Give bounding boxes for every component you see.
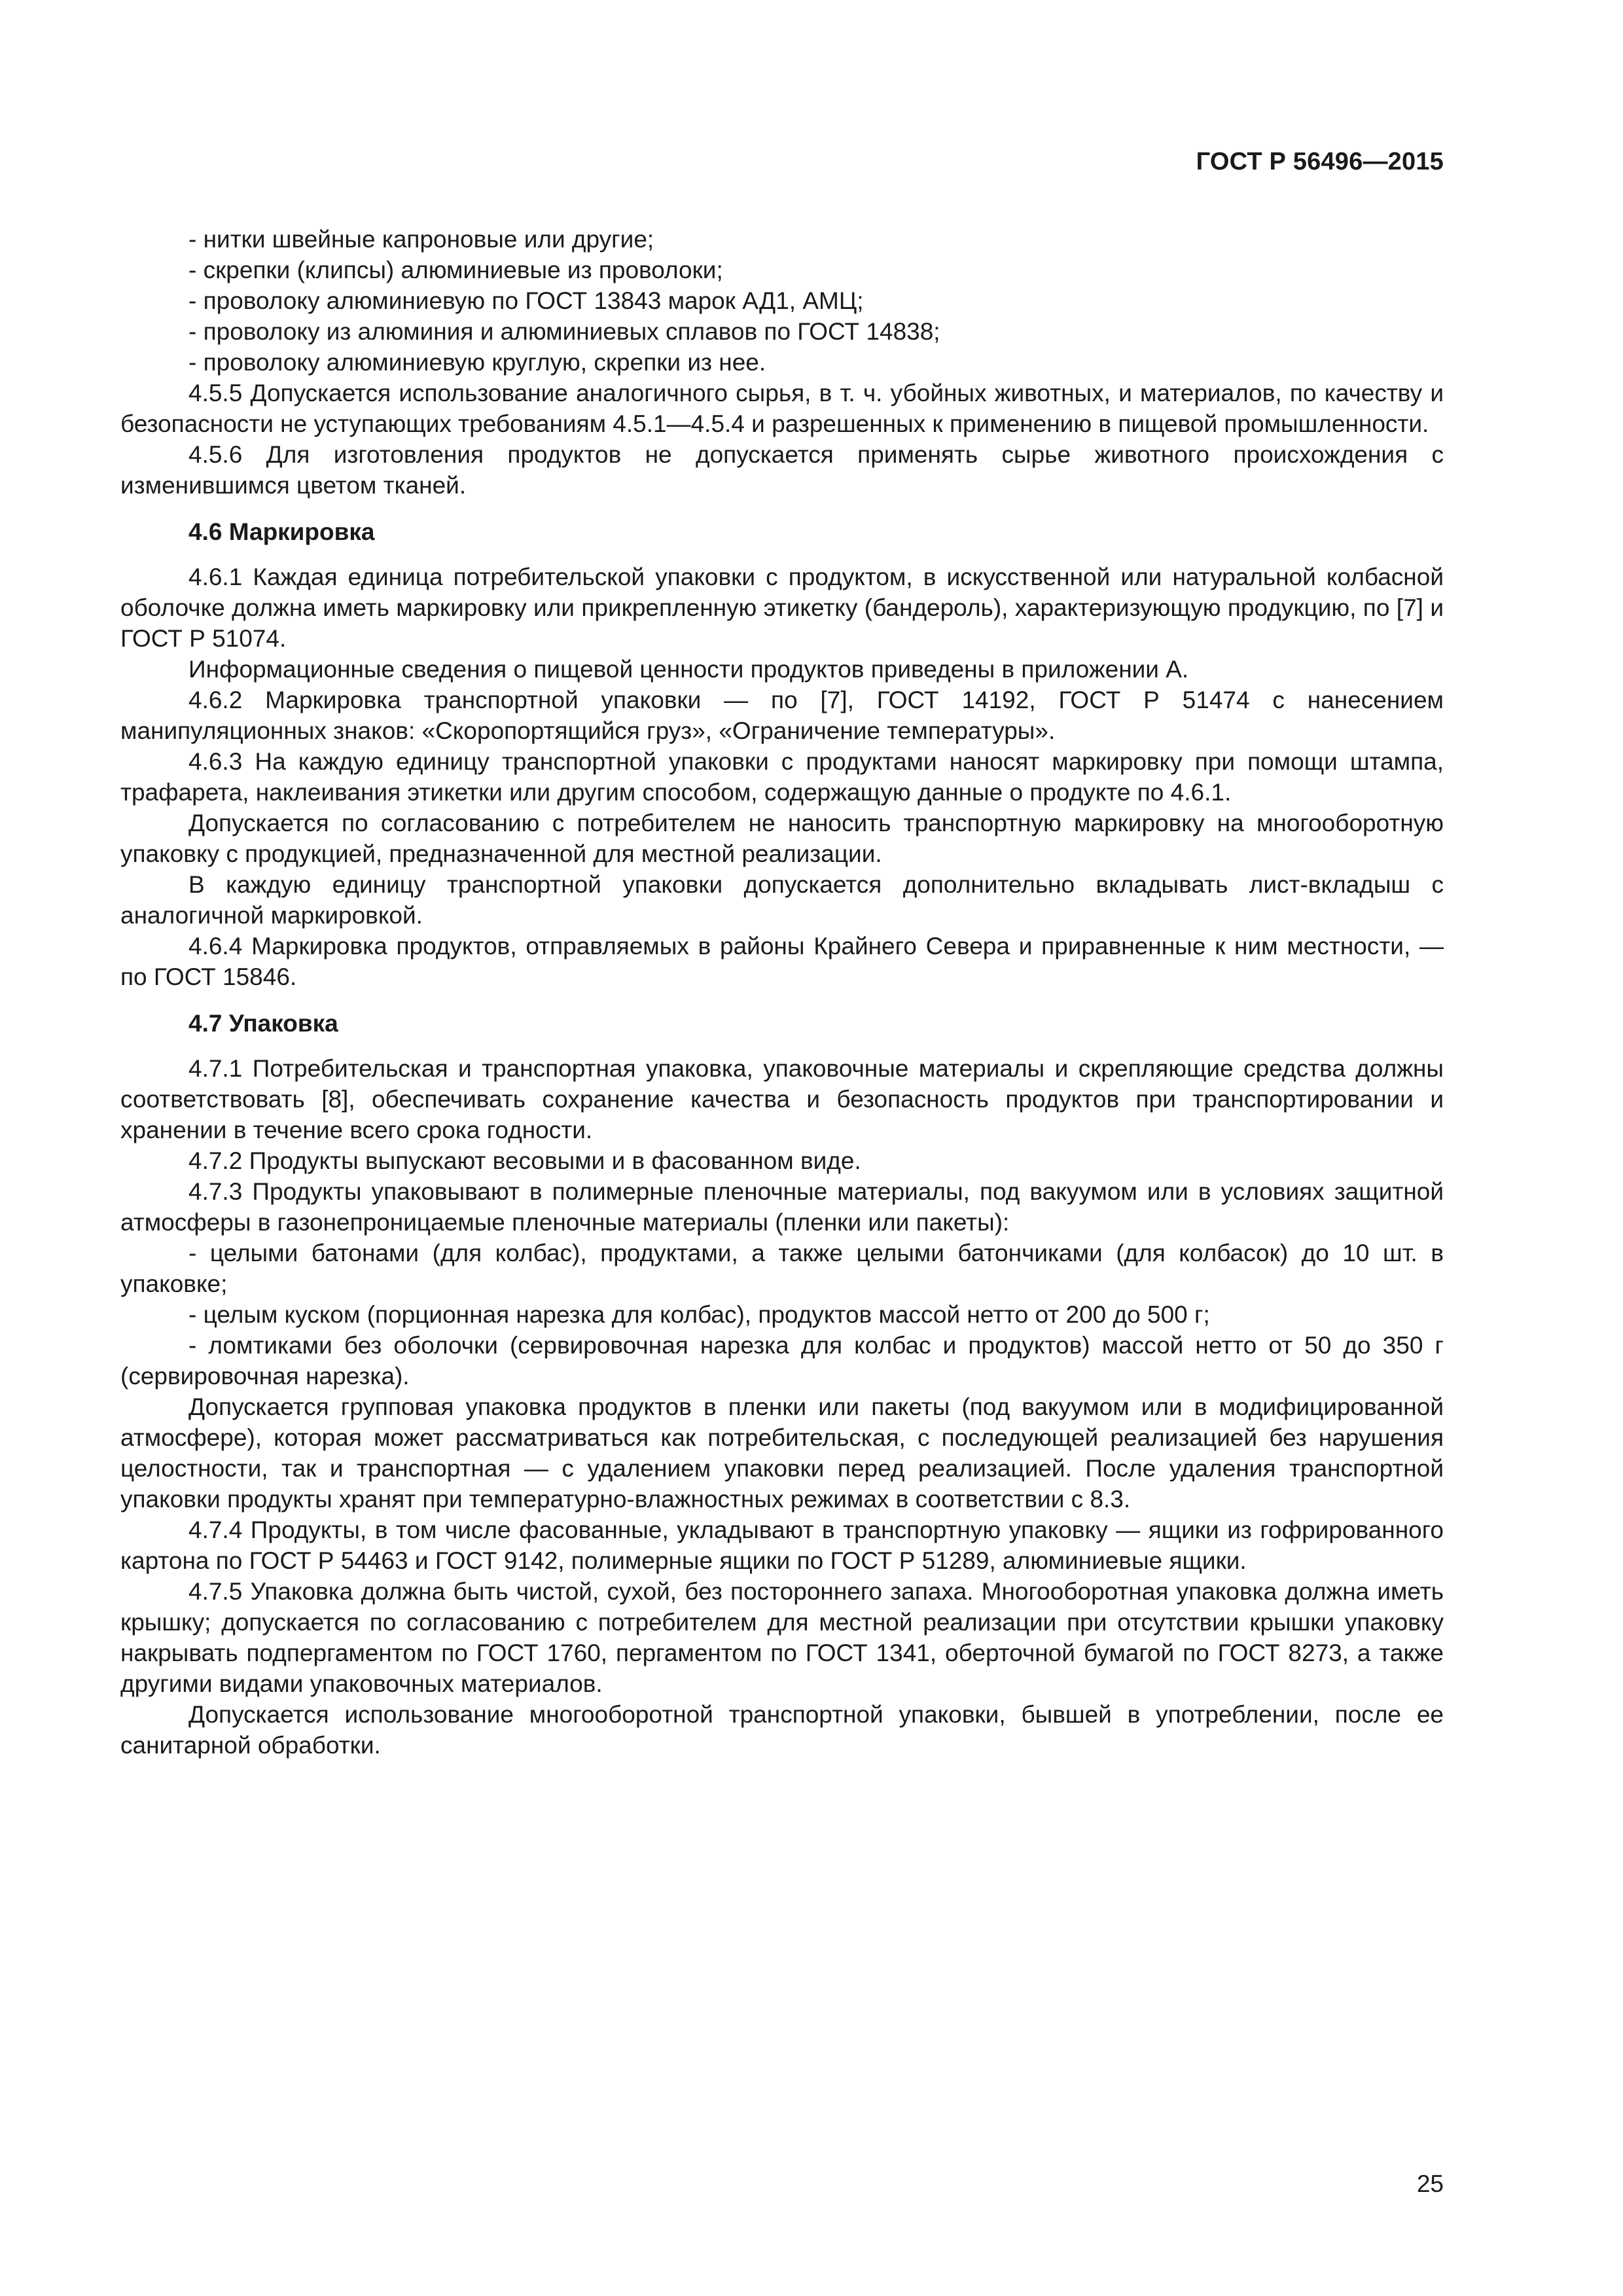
- paragraph: Информационные сведения о пищевой ценности продуктов приведены в приложении А.: [188, 656, 1189, 683]
- paragraph: Допускается групповая упаковка продуктов в пленки или пакеты (под вакуумом или в модифицированной атмосфере), которая может рассматриваться как потребительская, с последующей реализацией без нарушения целостности, так и транспортная — с удалением упаковки перед реализацией. После удаления транспортной упаковки продукты хранят при температурно-влажностных режимах в соответствии с 8.3.: [120, 1393, 1444, 1513]
- list-item: - проволоку из алюминия и алюминиевых сплавов по ГОСТ 14838;: [188, 318, 940, 345]
- paragraph: В каждую единицу транспортной упаковки допускается дополнительно вкладывать лист-вкладыш с аналогичной маркировкой.: [120, 871, 1444, 929]
- clause-4-5-6: 4.5.6 Для изготовления продуктов не допускается применять сырье животного происхождения с изменившимся цветом тканей.: [120, 441, 1444, 499]
- paragraph: Допускается использование многооборотной транспортной упаковки, бывшей в употреблении, после ее санитарной обработки.: [120, 1701, 1444, 1759]
- list-item: - целым куском (порционная нарезка для колбас), продуктов массой нетто от 200 до 500 г;: [188, 1301, 1210, 1328]
- section-heading-marking: 4.6 Маркировка: [188, 518, 375, 545]
- list-item: - нитки швейные капроновые или другие;: [188, 226, 654, 253]
- list-item: - проволоку алюминиевую круглую, скрепки из нее.: [188, 349, 766, 376]
- clause-4-6-2: 4.6.2 Маркировка транспортной упаковки — по [7], ГОСТ 14192, ГОСТ Р 51474 с нанесением манипуляционных знаков: «Скоропортящийся груз», «Ограничение температуры».: [120, 687, 1444, 744]
- clause-4-6-4: 4.6.4 Маркировка продуктов, отправляемых в районы Крайнего Севера и приравненные к ним местности, — по ГОСТ 15846.: [120, 933, 1444, 990]
- section-heading-packaging: 4.7 Упаковка: [188, 1010, 338, 1037]
- document-body: [120, 224, 1444, 1761]
- clause-4-6-1: 4.6.1 Каждая единица потребительской упаковки с продуктом, в искусственной или натуральной колбасной оболочке должна иметь маркировку или прикрепленную этикетку (бандероль), характеризующую продукцию, по [7] и ГОСТ Р 51074.: [120, 564, 1444, 652]
- clause-4-7-2: 4.7.2 Продукты выпускают весовыми и в фасованном виде.: [188, 1147, 861, 1174]
- list-item: - целыми батонами (для колбас), продуктами, а также целыми батончиками (для колбасок) до 10 шт. в упаковке;: [120, 1240, 1444, 1297]
- clause-4-7-4: 4.7.4 Продукты, в том числе фасованные, укладывают в транспортную упаковку — ящики из гофрированного картона по ГОСТ Р 54463 и ГОСТ 9142, полимерные ящики по ГОСТ Р 51289, алюминиевые ящики.: [120, 1516, 1444, 1574]
- list-item: - скрепки (клипсы) алюминиевые из проволоки;: [188, 257, 723, 283]
- paragraph: Допускается по согласованию с потребителем не наносить транспортную маркировку на многооборотную упаковку с продукцией, предназначенной для местной реализации.: [120, 810, 1444, 867]
- clause-4-6-3: 4.6.3 На каждую единицу транспортной упаковки с продуктами наносят маркировку при помощи штампа, трафарета, наклеивания этикетки или другим способом, содержащую данные о продукте по 4.6.1.: [120, 748, 1444, 806]
- standard-code-header: ГОСТ Р 56496—2015: [1196, 148, 1444, 175]
- list-item: - проволоку алюминиевую по ГОСТ 13843 марок АД1, АМЦ;: [188, 287, 864, 314]
- list-item: - ломтиками без оболочки (сервировочная нарезка для колбас и продуктов) массой нетто от 50 до 350 г (сервировочная нарезка).: [120, 1332, 1444, 1390]
- clause-4-7-5: 4.7.5 Упаковка должна быть чистой, сухой, без постороннего запаха. Многооборотная упаковка должна иметь крышку; допускается по согласованию с потребителем для местной реализации при отсутствии крышки упаковку накрывать подпергаментом по ГОСТ 1760, пергаментом по ГОСТ 1341, оберточной бумагой по ГОСТ 8273, а также другими видами упаковочных материалов.: [120, 1578, 1444, 1697]
- page-number: 25: [1416, 2170, 1444, 2197]
- clause-4-7-1: 4.7.1 Потребительская и транспортная упаковка, упаковочные материалы и скрепляющие средства должны соответствовать [8], обеспечивать сохранение качества и безопасность продуктов при транспортировании и хранении в течение всего срока годности.: [120, 1055, 1444, 1143]
- clause-4-5-5: 4.5.5 Допускается использование аналогичного сырья, в т. ч. убойных животных, и материалов, по качеству и безопасности не уступающих требованиям 4.5.1—4.5.4 и разрешенных к применению в пищевой промышленности.: [120, 380, 1444, 437]
- clause-4-7-3: 4.7.3 Продукты упаковывают в полимерные пленочные материалы, под вакуумом или в условиях защитной атмосферы в газонепроницаемые пленочные материалы (пленки или пакеты):: [120, 1178, 1444, 1236]
